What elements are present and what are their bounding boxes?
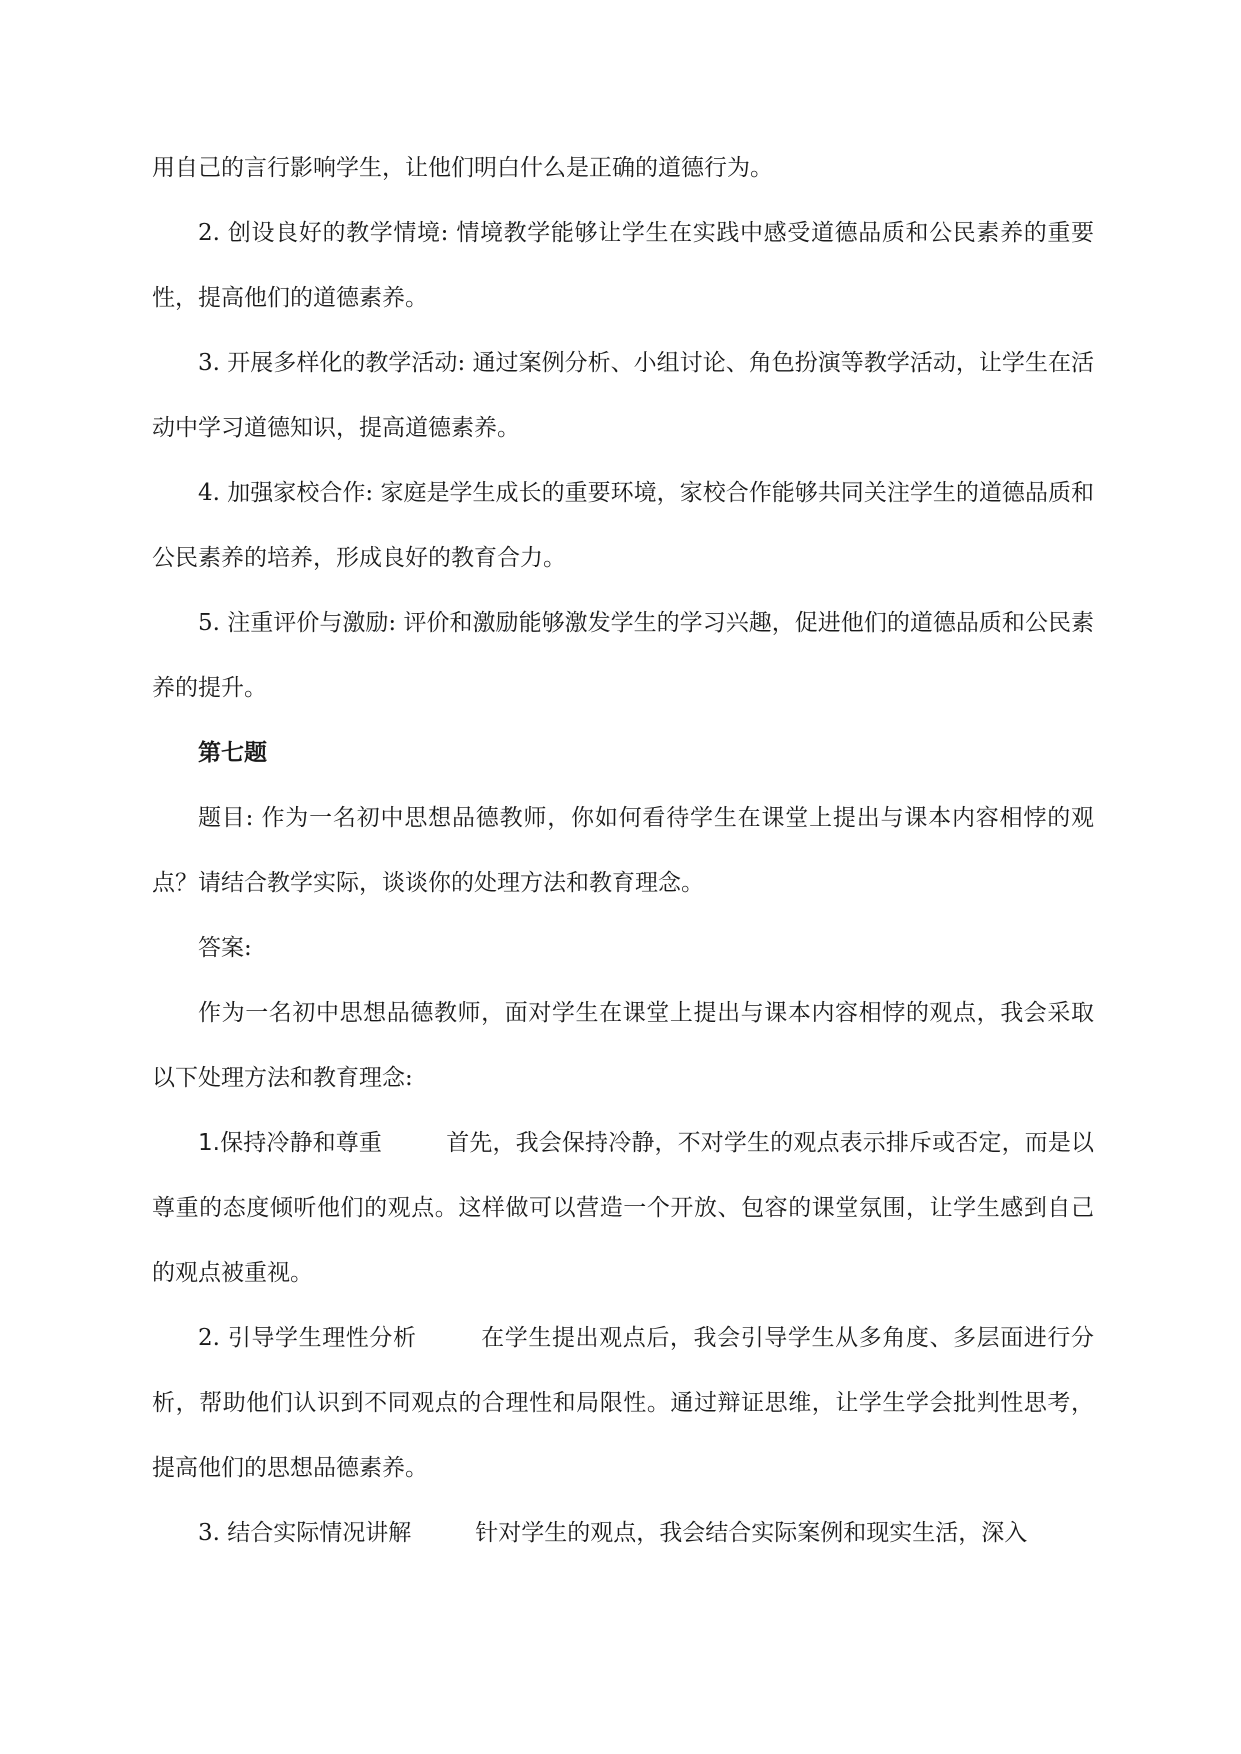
paragraph-continuation: 用自己的言行影响学生，让他们明白什么是正确的道德行为。 bbox=[152, 155, 773, 181]
paragraph-item-2: 2. 创设良好的教学情境: 情境教学能够让学生在实践中感受道德品质和公民素养的重要性，提高他们的道德素养。 bbox=[152, 220, 1094, 311]
paragraph-item-3: 3. 开展多样化的教学活动: 通过案例分析、小组讨论、角色扮演等教学活动，让学生在活动中学习道德知识，提高道德素养。 bbox=[152, 350, 1094, 441]
answer-item-2-title: 2. 引导学生理性分析 bbox=[198, 1325, 417, 1351]
answer-item-1 bbox=[152, 1111, 1094, 1306]
answer-item-2 bbox=[152, 1306, 1094, 1501]
answer-item-3-title: 3. 结合实际情况讲解 bbox=[198, 1520, 412, 1546]
answer-item-1-body: 首先，我会保持冷静，不对学生的观点表示排斥或否定，而是以尊重的态度倾听他们的观点。这样做可以营造一个开放、包容的课堂氛围，让学生感到自己的观点被重视。 bbox=[152, 1130, 1095, 1286]
answer-label: 答案: bbox=[198, 935, 252, 961]
question-paragraph: 题目: 作为一名初中思想品德教师，你如何看待学生在课堂上提出与课本内容相悖的观点？请结合教学实际，谈谈你的处理方法和教育理念。 bbox=[152, 805, 1094, 896]
answer-item-2-body: 在学生提出观点后，我会引导学生从多角度、多层面进行分析，帮助他们认识到不同观点的合理性和局限性。通过辩证思维，让学生学会批判性思考，提高他们的思想品德素养。 bbox=[152, 1325, 1094, 1481]
answer-intro: 作为一名初中思想品德教师，面对学生在课堂上提出与课本内容相悖的观点，我会采取以下处理方法和教育理念: bbox=[152, 1000, 1094, 1091]
answer-item-3 bbox=[152, 1501, 1094, 1566]
paragraph-item-5: 5. 注重评价与激励: 评价和激励能够激发学生的学习兴趣，促进他们的道德品质和公民素养的提升。 bbox=[152, 610, 1094, 701]
document-page bbox=[152, 136, 1094, 1566]
section-heading: 第七题 bbox=[198, 740, 267, 766]
paragraph-item-4: 4. 加强家校合作: 家庭是学生成长的重要环境，家校合作能够共同关注学生的道德品质和公民素养的培养，形成良好的教育合力。 bbox=[152, 480, 1094, 571]
answer-item-1-title: 1.保持冷静和尊重 bbox=[198, 1130, 383, 1156]
answer-item-3-body: 针对学生的观点，我会结合实际案例和现实生活，深入 bbox=[475, 1520, 1028, 1546]
